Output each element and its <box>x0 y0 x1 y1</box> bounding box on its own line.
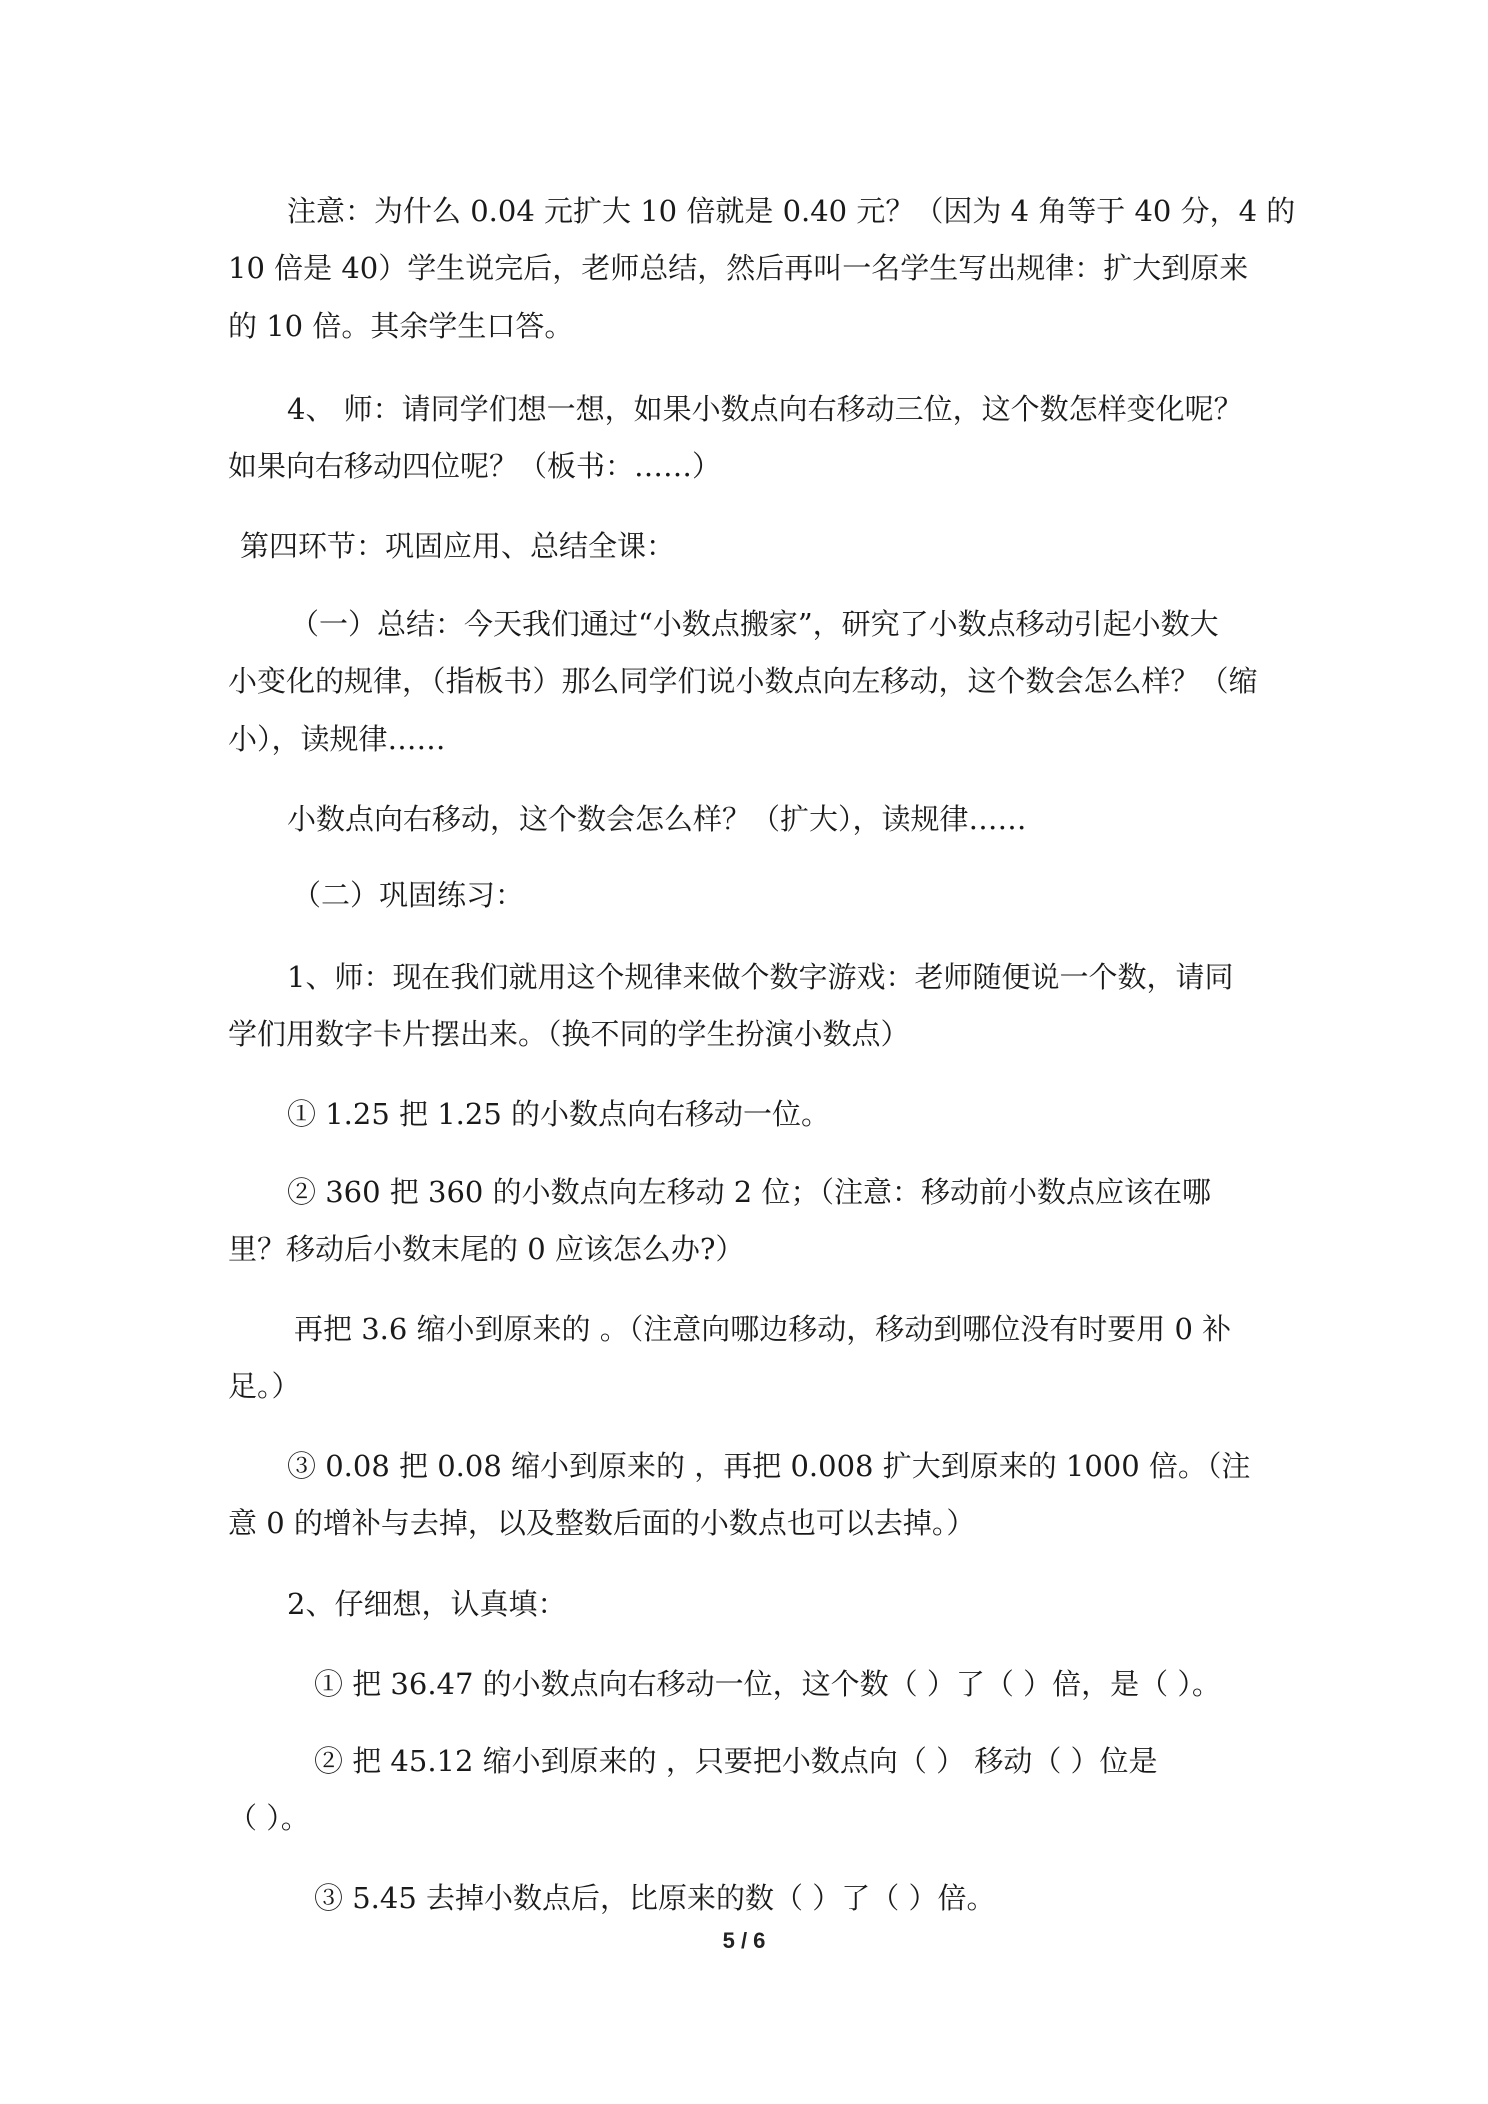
subsection-heading: （二）巩固练习： <box>292 878 525 912</box>
paragraph-line: 足。） <box>228 1369 301 1403</box>
paragraph-line: 再把 3.6 缩小到原来的 。（注意向哪边移动，移动到哪位没有时要用 0 补 <box>294 1312 1232 1346</box>
fill-in-question: ② 把 45.12 缩小到原来的 ，只要把小数点向（ ） 移动（ ）位是 <box>314 1744 1158 1778</box>
page-number: 5 / 6 <box>722 1928 766 1953</box>
paragraph-line: 意 0 的增补与去掉，以及整数后面的小数点也可以去掉。） <box>228 1506 976 1540</box>
paragraph-line: 10 倍是 40）学生说完后，老师总结，然后再叫一名学生写出规律：扩大到原来 <box>228 251 1249 285</box>
section-heading: 第四环节：巩固应用、总结全课： <box>240 529 676 563</box>
exercise-item: ③ 0.08 把 0.08 缩小到原来的 ，再把 0.008 扩大到原来的 1000 倍。（注 <box>287 1449 1251 1483</box>
exercise-item: ① 1.25 把 1.25 的小数点向右移动一位。 <box>287 1097 831 1131</box>
paragraph-line: （一）总结：今天我们通过“小数点搬家”，研究了小数点移动引起小数大 <box>290 607 1219 641</box>
fill-in-question: ① 把 36.47 的小数点向右移动一位，这个数（ ）了（ ）倍，是（ ）。 <box>314 1667 1221 1701</box>
paragraph-line: 1、师：现在我们就用这个规律来做个数字游戏：老师随便说一个数，请同 <box>287 960 1234 994</box>
fill-in-question: ③ 5.45 去掉小数点后，比原来的数（ ）了（ ）倍。 <box>314 1881 996 1915</box>
paragraph-line: 小），读规律…… <box>228 722 446 756</box>
paragraph-line: 学们用数字卡片摆出来。（换不同的学生扮演小数点） <box>228 1017 910 1051</box>
paragraph-line: （ ）。 <box>228 1801 310 1835</box>
exercise-item: ② 360 把 360 的小数点向左移动 2 位；（注意：移动前小数点应该在哪 <box>287 1175 1211 1209</box>
paragraph-line: 如果向右移动四位呢？（板书：……） <box>228 449 722 483</box>
paragraph-line: 里？移动后小数末尾的 0 应该怎么办?） <box>228 1232 745 1266</box>
paragraph-line: 的 10 倍。其余学生口答。 <box>228 309 574 343</box>
subsection-heading: 2、仔细想，认真填： <box>287 1587 567 1621</box>
paragraph-line: 注意：为什么 0.04 元扩大 10 倍就是 0.40 元？（因为 4 角等于 40 分，4 的 <box>287 194 1296 228</box>
paragraph-line: 4、 师：请同学们想一想，如果小数点向右移动三位，这个数怎样变化呢？ <box>287 392 1243 426</box>
paragraph-line: 小变化的规律，（指板书）那么同学们说小数点向左移动，这个数会怎么样？（缩 <box>228 664 1258 698</box>
paragraph-line: 小数点向右移动，这个数会怎么样？（扩大），读规律…… <box>287 802 1027 836</box>
